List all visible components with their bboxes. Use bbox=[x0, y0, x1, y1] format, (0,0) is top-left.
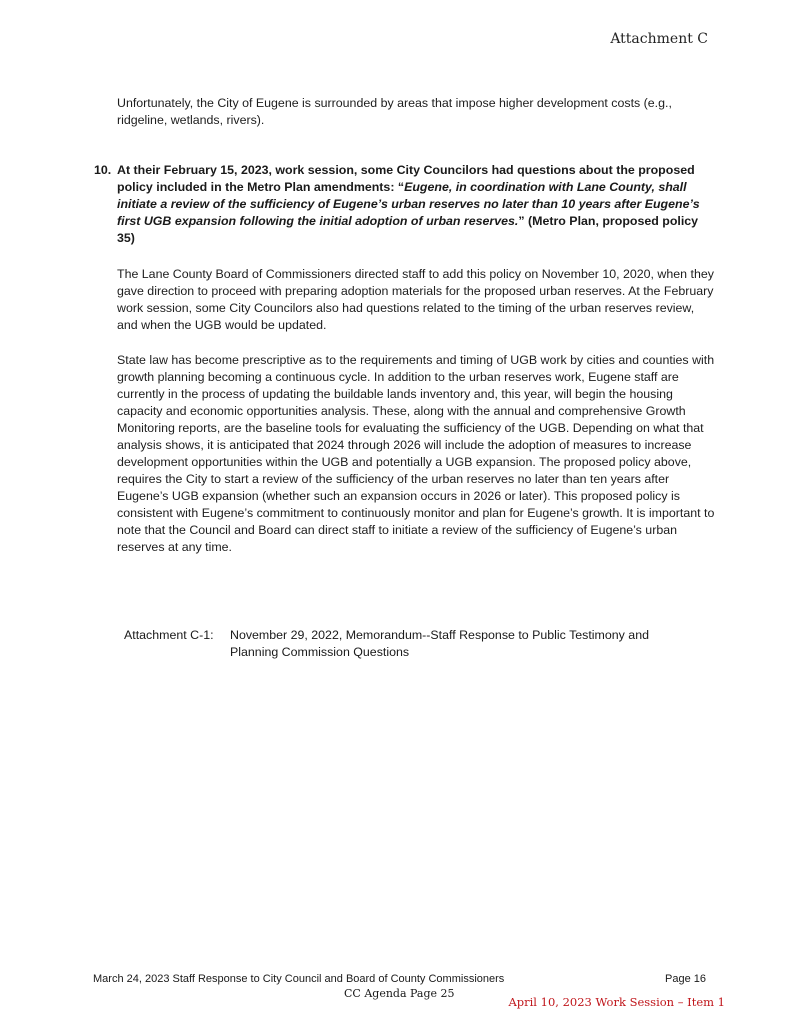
response-paragraph-1: The Lane County Board of Commissioners directed staff to add this policy on November 10, 2020, when they gave direction to proceed with preparing adoption materials for the proposed urban reserves. At the February work session, some City Councilors also had questions related to the timing of the urban reserves review, and when the UGB would be updated. bbox=[117, 267, 714, 332]
footer-page-number: Page 16 bbox=[665, 973, 706, 985]
question-number: 10. bbox=[94, 163, 112, 177]
policy-quote: Eugene, in coordination with Lane County, shall initiate a review of the sufficiency of Eugene’s urban reserves no later than 10 years after Eugene’s first UGB expansion following the initial adoption of urban reserves. bbox=[117, 180, 700, 228]
attachment-ref-description: November 29, 2022, Memorandum--Staff Response to Public Testimony and Planning Commission Questions bbox=[230, 628, 649, 659]
attachment-label: Attachment C bbox=[610, 31, 708, 47]
question-lead: At their February 15, 2023, work session, some City Councilors had questions about the proposed policy included in the Metro Plan amendments: “ bbox=[117, 163, 695, 194]
attachment-ref-label: Attachment C-1: bbox=[124, 628, 214, 642]
footer-work-session: April 10, 2023 Work Session – Item 1 bbox=[508, 995, 725, 1009]
question-tail: ” (Metro Plan, proposed policy 35) bbox=[117, 214, 699, 245]
intro-paragraph: Unfortunately, the City of Eugene is surrounded by areas that impose higher development costs (e.g., ridgeline, wetlands, rivers). bbox=[117, 96, 672, 127]
response-paragraph-2: State law has become prescriptive as to the requirements and timing of UGB work by cities and counties with growth planning becoming a continuous cycle. In addition to the urban reserves work, Eugene staff are currently in the process of updating the buildable lands inventory and, this year, will begin the housing capacity and economic opportunities analysis. These, along with the annual and comprehensive Growth Monitoring reports, are the baseline tools for evaluating the sufficiency of the UGB. Depending on what that analysis shows, it is anticipated that 2024 through 2026 will include the adoption of measures to increase development opportunities within the UGB and potentially a UGB expansion. The proposed policy above, requires the City to start a review of the sufficiency of the urban reserves no later than ten years after Eugene’s UGB expansion (whether such an expansion occurs in 2026 or later). This proposed policy is consistent with Eugene’s commitment to continuously monitor and plan for Eugene’s growth. It is important to note that the Council and Board can direct staff to initiate a review of the sufficiency of Eugene’s urban reserves at any time. bbox=[117, 353, 715, 554]
question-text bbox=[117, 162, 717, 247]
footer-agenda-page: CC Agenda Page 25 bbox=[344, 987, 455, 1000]
footer-document-title: March 24, 2023 Staff Response to City Council and Board of County Commissioners bbox=[93, 973, 505, 985]
